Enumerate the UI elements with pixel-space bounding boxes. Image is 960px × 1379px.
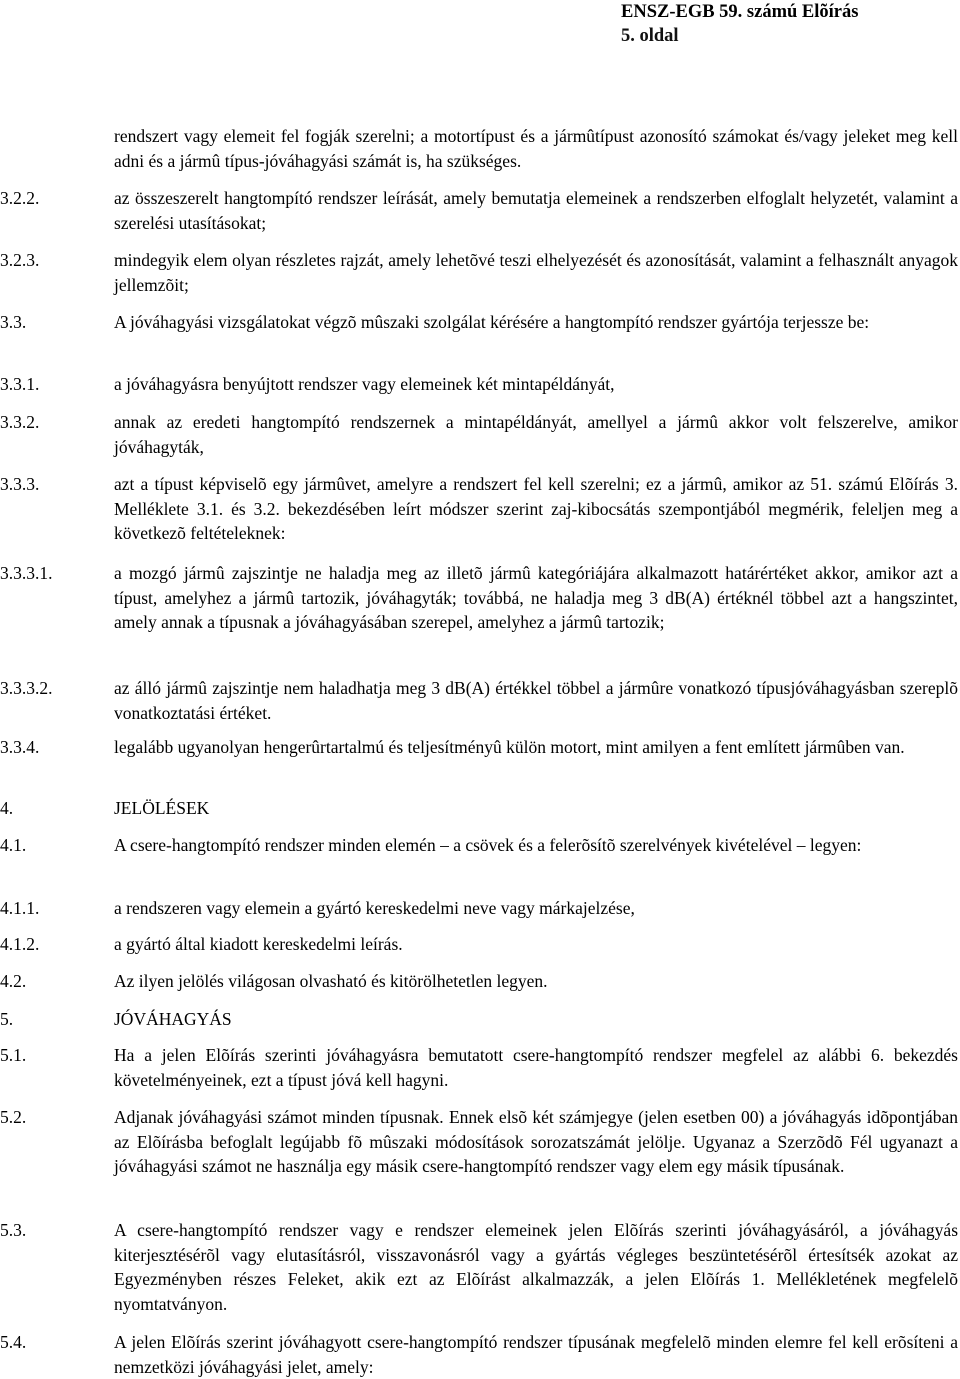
paragraph-4-1 <box>0 833 958 858</box>
paragraph-text: a jóváhagyásra benyújtott rendszer vagy elemeinek két mintapéldányát, <box>114 374 615 394</box>
paragraph-text: A csere-hangtompító rendszer vagy e rendszer elemeinek jelen Elõírás szerinti jóváhagyásáról, a jóváhagyás kiterjesztésérõl vagy elutasításról, visszavonásról vagy a gyártás végleges beszüntetésérõl értesítsék azokat az Egyezményben részes Feleket, akik ezt az Elõírást alkalmazzák, a jelen Elõírás 1. Mellékletének megfelelõ nyomtatványon. <box>114 1220 958 1314</box>
paragraph-text: Az ilyen jelölés világosan olvasható és kitörölhetetlen legyen. <box>114 971 548 991</box>
section-number: 4.1.1. <box>0 898 40 918</box>
section-number: 5.2. <box>0 1107 27 1127</box>
section-heading-5 <box>0 1007 958 1032</box>
section-number: 3.3.3. <box>0 474 40 494</box>
section-number: 4.1.2. <box>0 934 40 954</box>
paragraph-4-2 <box>0 969 958 994</box>
paragraph-text: a rendszeren vagy elemein a gyártó kereskedelmi neve vagy márkajelzése, <box>114 898 635 918</box>
paragraph-text: az összeszerelt hangtompító rendszer leírását, amely bemutatja elemeinek a rendszerben elfoglalt helyzetét, valamint a szerelési utasításokat; <box>114 188 958 233</box>
page-number: 5. oldal <box>621 26 679 46</box>
section-number: 3.3.3.2. <box>0 678 53 698</box>
section-number: 4. <box>0 798 14 818</box>
paragraph-3-2-2 <box>0 186 958 235</box>
paragraph-text: legalább ugyanolyan hengerûrtartalmú és teljesítményû külön motort, mint amilyen a fent említett jármûben van. <box>114 737 905 757</box>
paragraph-text: az álló jármû zajszintje nem haladhatja meg 3 dB(A) értékkel többel a jármûre vonatkozó típusjóváhagyásban szereplõ vonatkoztatási értéket. <box>114 678 958 723</box>
section-number: 3.3.2. <box>0 412 40 432</box>
paragraph-text: A jóváhagyási vizsgálatokat végzõ mûszaki szolgálat kérésére a hangtompító rendszer gyártója terjessze be: <box>114 312 870 332</box>
section-number: 5.3. <box>0 1220 27 1240</box>
paragraph-text: a mozgó jármû zajszintje ne haladja meg az illetõ jármû kategóriájára alkalmazott határértéket akkor, amikor azt a típust, amelyhez a jármû tartozik, jóváhagyták; továbbá, ne haladja meg 3 dB(A) értéknél többel azt a hangszintet, amely annak a típusnak a jóváhagyásában szerepel, amelyhez a jármû tartozik; <box>114 563 958 632</box>
section-number: 3.3.1. <box>0 374 40 394</box>
paragraph-text: mindegyik elem olyan részletes rajzát, amely lehetõvé teszi elhelyezését és azonosítását, valamint a felhasznált anyagok jellemzõit; <box>114 250 958 295</box>
paragraph-5-2 <box>0 1105 958 1179</box>
paragraph-text: Adjanak jóváhagyási számot minden típusnak. Ennek elsõ két számjegye (jelen esetben 00) a jóváhagyás idõpontjában az Elõírásba befoglalt legújabb fõ mûszaki módosítások sorozatszámát jelölje. Ugyanaz a Szerzõdõ Fél ugyanazt a jóváhagyási számot ne használja egy másik csere-hangtompító rendszer vagy elem egy másik típusának. <box>114 1107 958 1176</box>
section-number: 3.2.3. <box>0 250 40 270</box>
document-title: ENSZ-EGB 59. számú Elõírás <box>621 2 859 22</box>
paragraph-3-2-3 <box>0 248 958 297</box>
paragraph-5-4 <box>0 1330 958 1379</box>
paragraph-3-3 <box>0 310 958 335</box>
section-number: 5.1. <box>0 1045 27 1065</box>
paragraph-text: A jelen Elõírás szerint jóváhagyott csere-hangtompító rendszer típusának megfelelõ minden elemre fel kell erõsíteni a nemzetközi jóváhagyási jelet, amely: <box>114 1332 958 1377</box>
section-number: 3.3.3.1. <box>0 563 53 583</box>
paragraph <box>0 124 958 173</box>
paragraph-5-1 <box>0 1043 958 1092</box>
section-number: 3.3. <box>0 312 27 332</box>
paragraph-5-3 <box>0 1218 958 1316</box>
paragraph-text: Ha a jelen Elõírás szerinti jóváhagyásra bemutatott csere-hangtompító rendszer megfelel az alábbi 6. bekezdés követelményeinek, ezt a típust jóvá kell hagyni. <box>114 1045 958 1090</box>
paragraph-3-3-3-1 <box>0 561 958 635</box>
section-number: 3.2.2. <box>0 188 40 208</box>
paragraph-3-3-1 <box>0 372 958 397</box>
section-number: 4.1. <box>0 835 27 855</box>
paragraph-text: a gyártó által kiadott kereskedelmi leírás. <box>114 934 403 954</box>
paragraph-text: rendszert vagy elemeit fel fogják szerelni; a motortípust és a jármûtípust azonosító számokat és/vagy jeleket meg kell adni és a jármû típus-jóváhagyási számát is, ha szükséges. <box>114 126 958 171</box>
paragraph-3-3-4 <box>0 735 958 760</box>
paragraph-text: annak az eredeti hangtompító rendszernek a mintapéldányát, amellyel a jármû akkor volt felszerelve, amikor jóváhagyták, <box>114 412 958 457</box>
section-number: 4.2. <box>0 971 27 991</box>
section-heading: JÓVÁHAGYÁS <box>114 1009 232 1029</box>
section-number: 3.3.4. <box>0 737 40 757</box>
paragraph-text: azt a típust képviselõ egy jármûvet, amelyre a rendszert fel kell szerelni; ez a jármû, amikor az 51. számú Elõírás 3. Melléklete 3.1. és 3.2. bekezdésében leírt módszer szerint zaj-kibocsátás szempontjából megmérik, feleljen meg a következõ feltételeknek: <box>114 474 958 543</box>
paragraph-3-3-3-2 <box>0 676 958 725</box>
paragraph-4-1-2 <box>0 932 958 957</box>
section-heading-4 <box>0 796 958 821</box>
section-number: 5. <box>0 1009 14 1029</box>
paragraph-3-3-2 <box>0 410 958 459</box>
paragraph-4-1-1 <box>0 896 958 921</box>
section-number: 5.4. <box>0 1332 27 1352</box>
section-heading: JELÖLÉSEK <box>114 798 210 818</box>
paragraph-3-3-3 <box>0 472 958 546</box>
paragraph-text: A csere-hangtompító rendszer minden elemén – a csövek és a felerõsítõ szerelvények kivételével – legyen: <box>114 835 862 855</box>
